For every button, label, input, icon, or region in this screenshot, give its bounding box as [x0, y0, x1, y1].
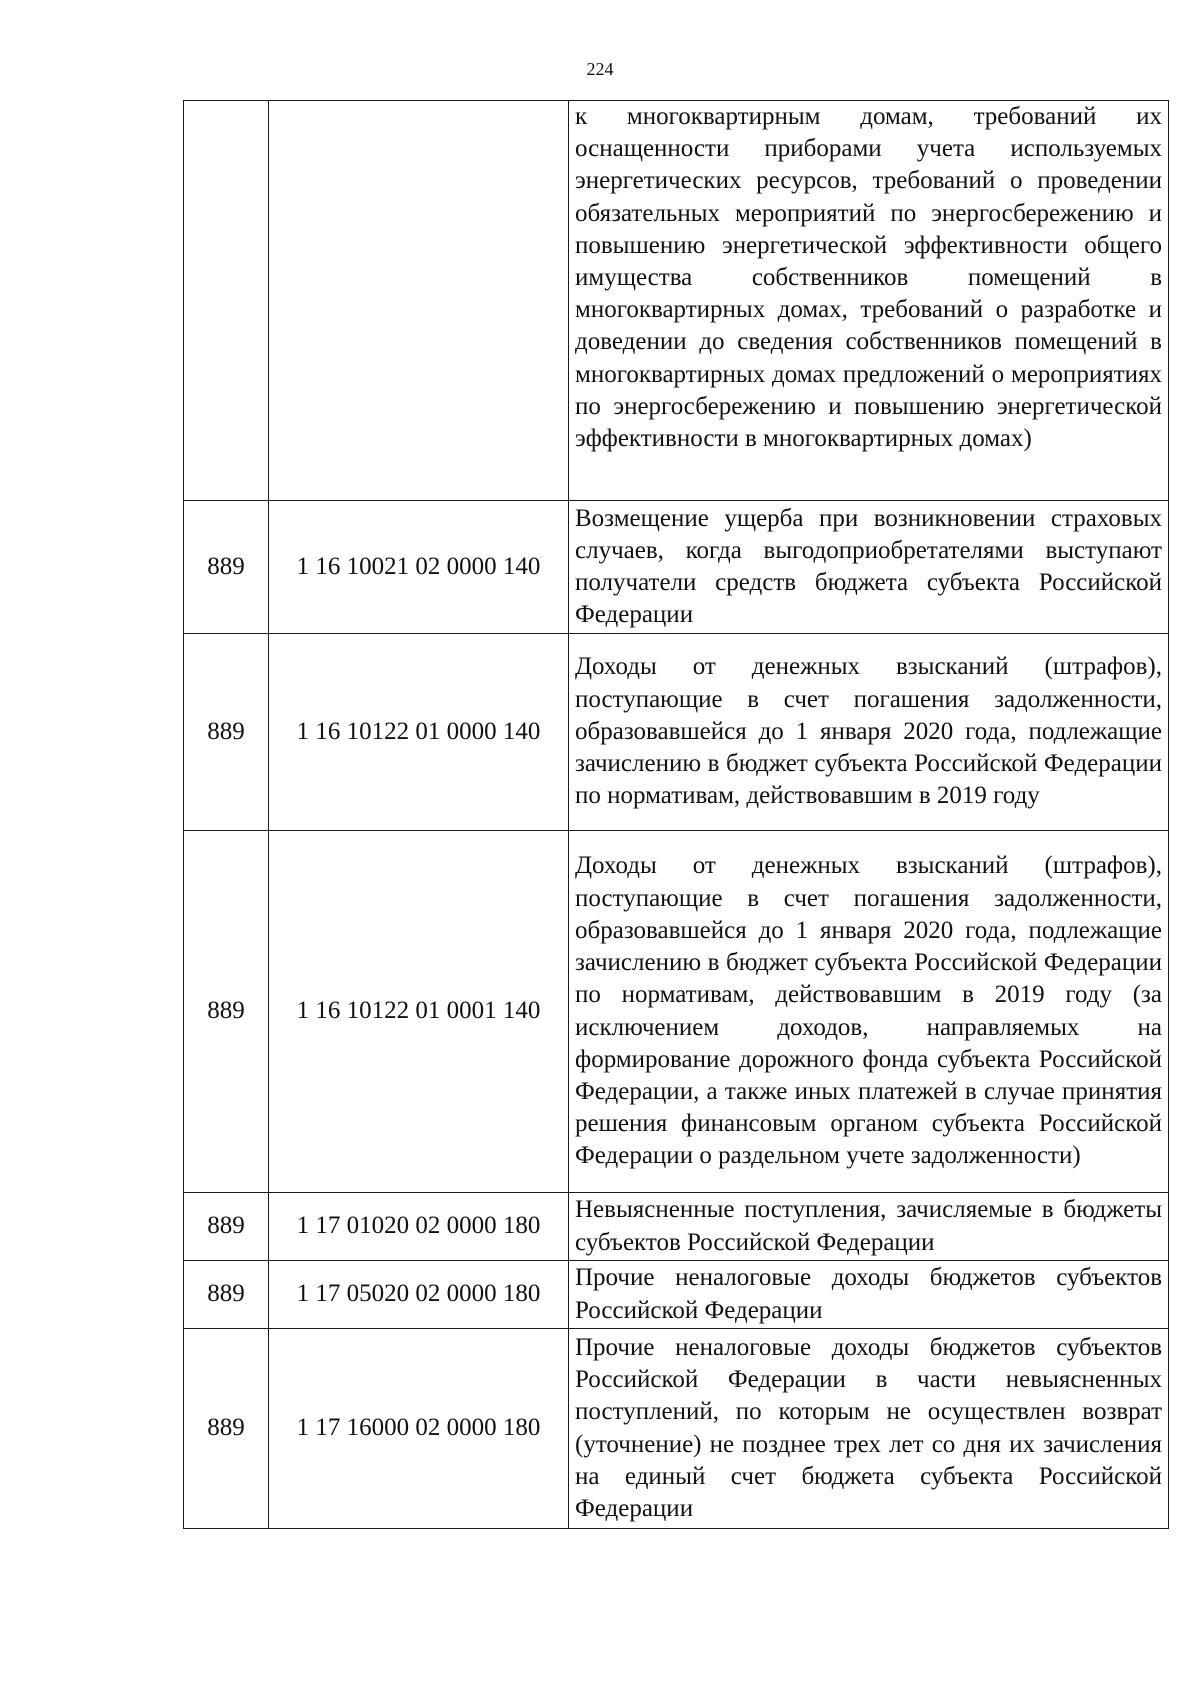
description-cell: Доходы от денежных взысканий (штрафов), поступающие в счет погашения задолженности, образовавшейся до 1 января 2020 года, подлежащие зачислению в бюджет субъекта Российской Федерации по нормативам, действовавшим в 2019 году: [569, 634, 1169, 831]
description-cell: Прочие неналоговые доходы бюджетов субъектов Российской Федерации в части невыясненных поступлений, по которым не осуществлен возврат (уточнение) не позднее трех лет со дня их зачисления на единый счет бюджета субъекта Российской Федерации: [569, 1329, 1169, 1529]
description-cell: к многоквартирным домам, требований их оснащенности приборами учета используемых энергетических ресурсов, требований о проведении обязательных мероприятий по энергосбережению и повышению энергетической эффективности общего имущества собственников помещений в многоквартирных домах, требований о разработке и доведении до сведения собственников помещений в многоквартирных домах предложений о мероприятиях по энергосбережению и повышению энергетической эффективности в многоквартирных домах): [569, 101, 1169, 501]
budget-code-cell: 1 17 16000 02 0000 180: [269, 1329, 569, 1529]
admin-code-cell: 889: [184, 501, 269, 634]
page-number: 224: [586, 59, 614, 79]
table-row: [184, 1329, 1169, 1529]
description-cell: Невыясненные поступления, зачисляемые в бюджеты субъектов Российской Федерации: [569, 1193, 1169, 1261]
table-row: [184, 1261, 1169, 1329]
admin-code-cell: 889: [184, 634, 269, 831]
budget-code-cell: 1 16 10021 02 0000 140: [269, 501, 569, 634]
admin-code-cell: [184, 101, 269, 501]
budget-code-cell: 1 17 01020 02 0000 180: [269, 1193, 569, 1261]
admin-code-cell: 889: [184, 831, 269, 1193]
budget-code-cell: 1 16 10122 01 0000 140: [269, 634, 569, 831]
budget-code-cell: 1 17 05020 02 0000 180: [269, 1261, 569, 1329]
admin-code-cell: 889: [184, 1193, 269, 1261]
description-cell: Возмещение ущерба при возникновении страховых случаев, когда выгодоприобретателями выступают получатели средств бюджета субъекта Российской Федерации: [569, 501, 1169, 634]
description-cell: Прочие неналоговые доходы бюджетов субъектов Российской Федерации: [569, 1261, 1169, 1329]
admin-code-cell: 889: [184, 1261, 269, 1329]
admin-code-cell: 889: [184, 1329, 269, 1529]
description-cell: Доходы от денежных взысканий (штрафов), поступающие в счет погашения задолженности, образовавшейся до 1 января 2020 года, подлежащие зачислению в бюджет субъекта Российской Федерации по нормативам, действовавшим в 2019 году (за исключением доходов, направляемых на формирование дорожного фонда субъекта Российской Федерации, а также иных платежей в случае принятия решения финансовым органом субъекта Российской Федерации о раздельном учете задолженности): [569, 831, 1169, 1193]
budget-code-cell: 1 16 10122 01 0001 140: [269, 831, 569, 1193]
budget-code-cell: [269, 101, 569, 501]
table-row: [184, 501, 1169, 634]
table-row: [184, 831, 1169, 1193]
table-row: [184, 101, 1169, 501]
revenue-codes-table: [183, 100, 1169, 1529]
table-row: [184, 1193, 1169, 1261]
table-row: [184, 634, 1169, 831]
